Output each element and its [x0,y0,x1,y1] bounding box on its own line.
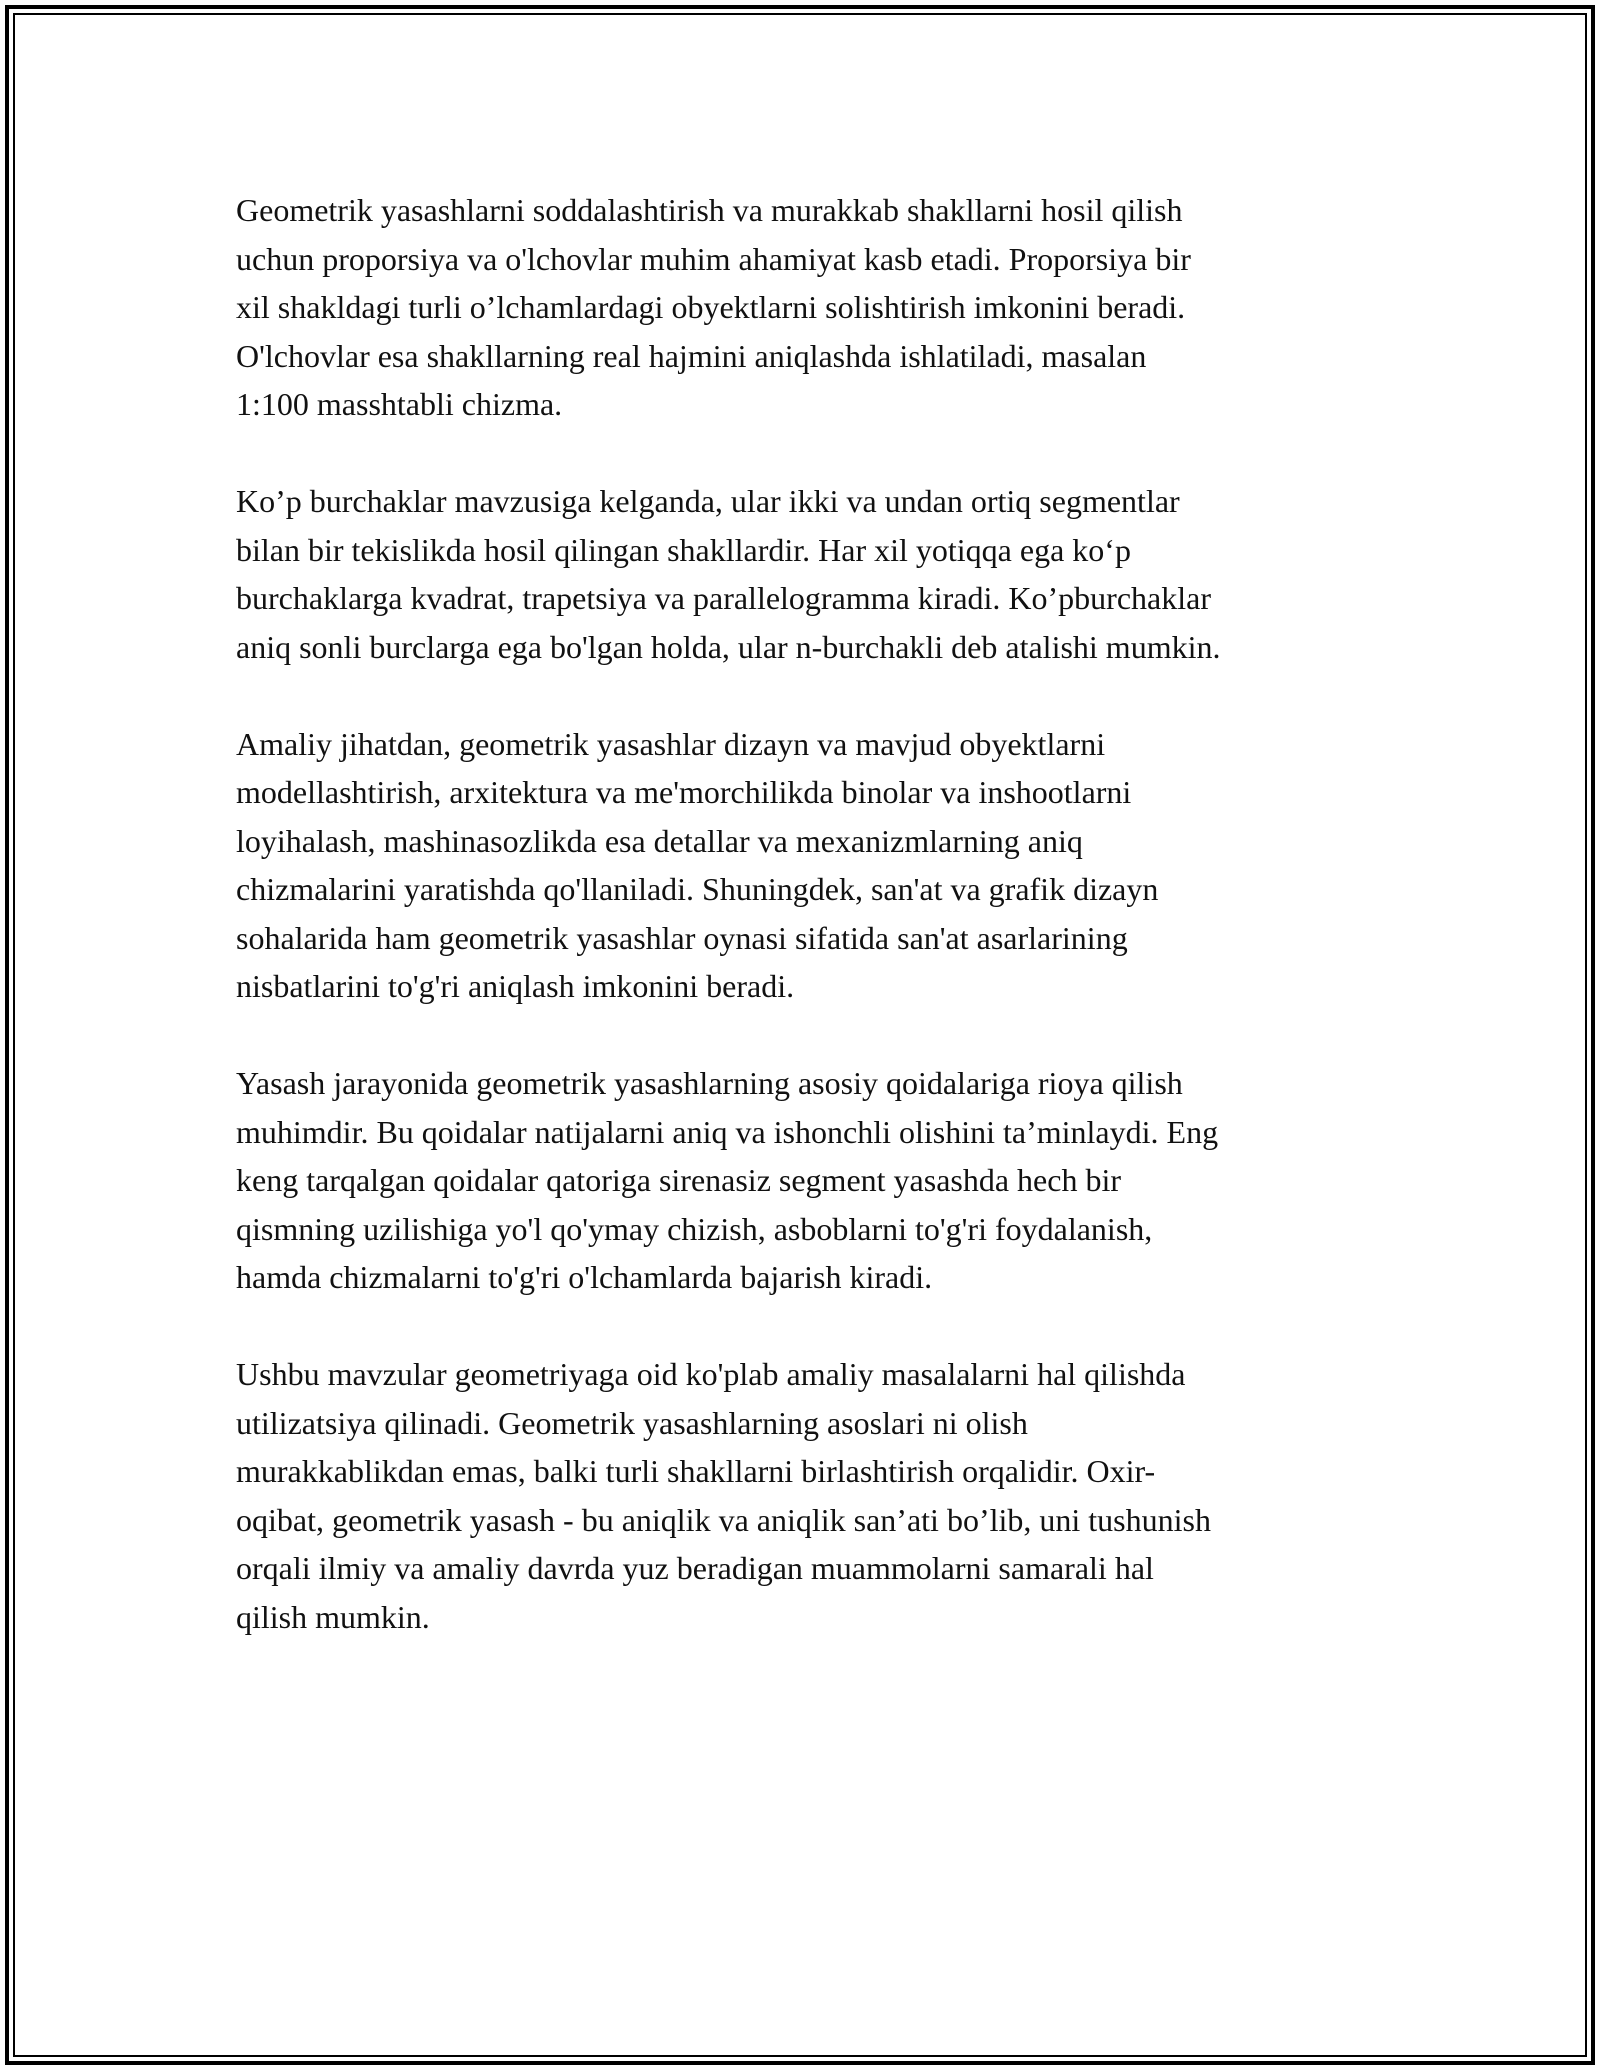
text-line: O'lchovlar esa shakllarning real hajmini aniqlashda ishlatiladi, masalan [236,337,1147,374]
text-line: murakkablikdan emas, balki turli shakllarni birlashtirish orqalidir. Oxir- [236,1453,1156,1489]
text-line: oqibat, geometrik yasash - bu aniqlik va aniqlik san’ati bo’lib, uni tushunish [236,1501,1211,1538]
text-line: xil shakldagi turli o’lchamlardagi obyektlarni solishtirish imkonini beradi. [236,289,1186,325]
paragraph-applications [236,720,1376,1011]
paragraph-polygons [236,477,1376,671]
text-line: sohalarida ham geometrik yasashlar oynasi sifatida san'at asarlarining [236,919,1128,956]
text-line: nisbatlarini to'g'ri aniqlash imkonini beradi. [236,968,795,1004]
text-line: bilan bir tekislikda hosil qilingan shakllardir. Har xil yotiqqa ega ko‘p [236,531,1131,568]
paragraph-proportions [236,186,1376,429]
text-line: keng tarqalgan qoidalar qatoriga sirenasiz segment yasashda hech bir [236,1162,1121,1198]
text-line: 1:100 masshtabli chizma. [236,386,563,422]
text-line: Amaliy jihatdan, geometrik yasashlar dizayn va mavjud obyektlarni [236,725,1106,762]
text-line: modellashtirish, arxitektura va me'morchilikda binolar va inshootlarni [236,774,1132,810]
text-line: Geometrik yasashlarni soddalashtirish va murakkab shakllarni hosil qilish [236,192,1183,228]
text-line: aniq sonli burclarga ega bo'lgan holda, ular n-burchakli deb atalishi mumkin. [236,628,1221,665]
text-line: Ko’p burchaklar mavzusiga kelganda, ular ikki va undan ortiq segmentlar [236,483,1180,519]
text-line: hamda chizmalarni to'g'ri o'lchamlarda bajarish kiradi. [236,1259,933,1295]
text-line: utilizatsiya qilinadi. Geometrik yasashlarning asoslari ni olish [236,1404,1028,1441]
document-body [236,186,1376,1690]
text-line: Ushbu mavzular geometriyaga oid ko'plab amaliy masalalarni hal qilishda [236,1356,1186,1392]
text-line: burchaklarga kvadrat, trapetsiya va parallelogramma kiradi. Ko’pburchaklar [236,580,1211,616]
text-line: qismning uzilishiga yo'l qo'ymay chizish, asboblarni to'g'ri foydalanish, [236,1210,1153,1247]
text-line: uchun proporsiya va o'lchovlar muhim ahamiyat kasb etadi. Proporsiya bir [236,240,1191,277]
text-line: loyihalash, mashinasozlikda esa detallar va mexanizmlarning aniq [236,822,1083,859]
text-line: muhimdir. Bu qoidalar natijalarni aniq va ishonchli olishini ta’minlaydi. Eng [236,1113,1219,1150]
text-line: Yasash jarayonida geometrik yasashlarning asosiy qoidalariga rioya qilish [236,1065,1183,1101]
paragraph-rules [236,1059,1376,1302]
text-line: qilish mumkin. [236,1598,430,1635]
text-line: orqali ilmiy va amaliy davrda yuz beradigan muammolarni samarali hal [236,1550,1154,1586]
paragraph-conclusion [236,1350,1376,1641]
text-line: chizmalarini yaratishda qo'llaniladi. Shuningdek, san'at va grafik dizayn [236,871,1159,907]
